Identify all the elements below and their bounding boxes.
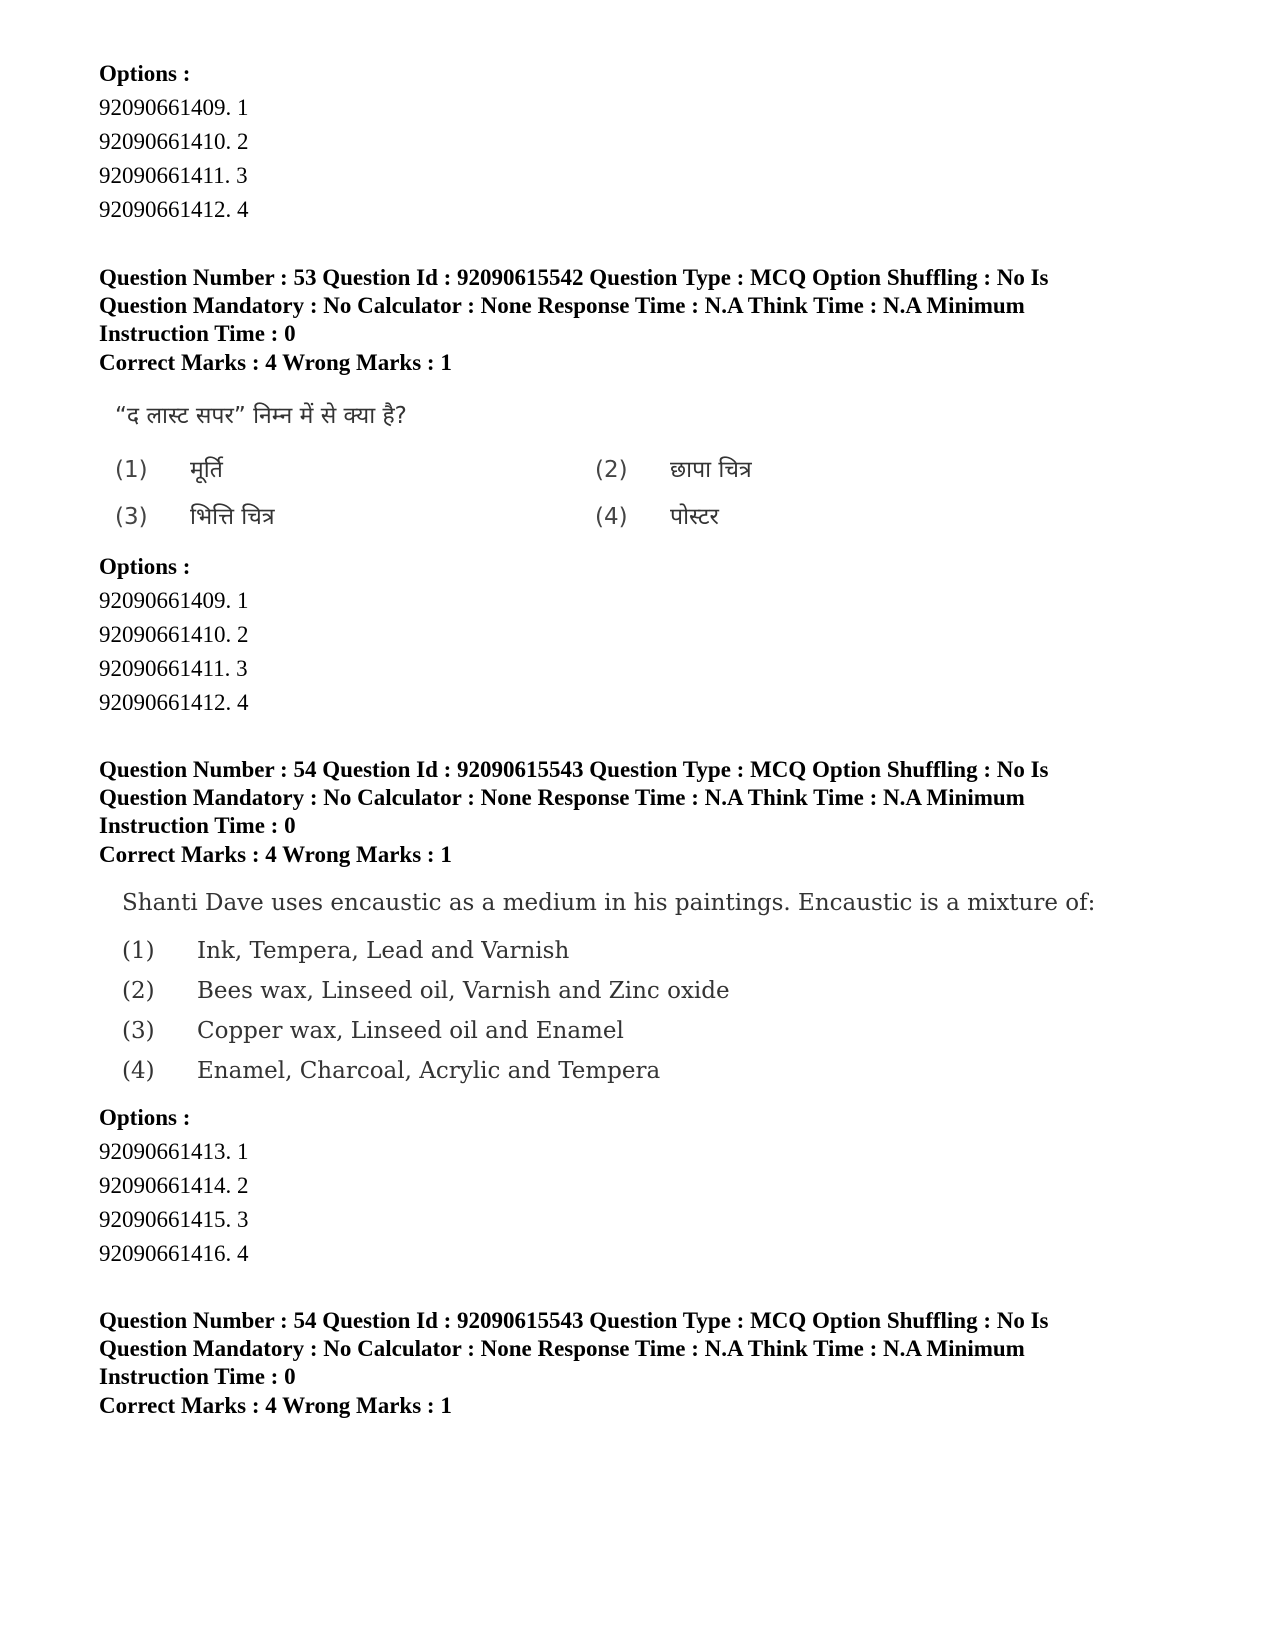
choice-number: (3) [115, 504, 148, 530]
choice-number: (2) [122, 978, 155, 1004]
question-53-choices [115, 452, 815, 546]
choice-row [115, 452, 815, 499]
choice-item [122, 938, 730, 978]
question-meta-line: Question Number : 54 Question Id : 92090615543 Question Type : MCQ Option Shuffling : No Is [99, 757, 1049, 782]
option-line: 92090661410. 2 [99, 129, 249, 154]
choice-number: (1) [122, 938, 155, 964]
option-line: 92090661413. 1 [99, 1139, 249, 1164]
option-line: 92090661411. 3 [99, 656, 248, 681]
question-meta-line: Question Mandatory : No Calculator : None Response Time : N.A Think Time : N.A Minimum [99, 785, 1025, 810]
option-line: 92090661412. 4 [99, 690, 249, 715]
question-meta-line: Question Number : 54 Question Id : 92090615543 Question Type : MCQ Option Shuffling : No Is [99, 1308, 1049, 1333]
options-heading: Options : [99, 61, 191, 86]
choice-item [595, 452, 752, 484]
question-meta-line: Question Number : 53 Question Id : 92090615542 Question Type : MCQ Option Shuffling : No Is [99, 265, 1049, 290]
choice-number: (2) [595, 457, 628, 483]
choice-text: पोस्टर [670, 504, 719, 530]
choice-number: (4) [595, 504, 628, 530]
question-54-options [99, 1101, 249, 1271]
question-meta-line: Question Mandatory : No Calculator : None Response Time : N.A Think Time : N.A Minimum [99, 293, 1025, 318]
question-53-options [99, 550, 249, 720]
question-54-header [99, 756, 1189, 840]
option-line: 92090661412. 4 [99, 197, 249, 222]
choice-text: Copper wax, Linseed oil and Enamel [197, 1018, 624, 1044]
question-meta-line: Instruction Time : 0 [99, 321, 296, 346]
question-54-repeat-header [99, 1307, 1189, 1391]
options-block-top [99, 57, 249, 227]
choice-number: (1) [115, 457, 148, 483]
option-line: 92090661414. 2 [99, 1173, 249, 1198]
choice-item [122, 1058, 730, 1098]
choice-item [122, 978, 730, 1018]
choice-number: (4) [122, 1058, 155, 1084]
choice-text: छापा चित्र [670, 457, 752, 483]
choice-number: (3) [122, 1018, 155, 1044]
question-53-header [99, 264, 1189, 348]
question-54-marks: Correct Marks : 4 Wrong Marks : 1 [99, 842, 452, 867]
options-heading: Options : [99, 1105, 191, 1130]
question-54-choices [122, 938, 730, 1098]
option-line: 92090661416. 4 [99, 1241, 249, 1266]
choice-text: Enamel, Charcoal, Acrylic and Tempera [197, 1058, 661, 1084]
options-heading: Options : [99, 554, 191, 579]
question-53-text: “द लास्ट सपर” निम्न में से क्या है? [115, 403, 407, 429]
choice-item [115, 499, 275, 531]
question-meta-line: Instruction Time : 0 [99, 813, 296, 838]
question-53-marks: Correct Marks : 4 Wrong Marks : 1 [99, 350, 452, 375]
option-line: 92090661411. 3 [99, 163, 248, 188]
question-54-repeat-marks: Correct Marks : 4 Wrong Marks : 1 [99, 1393, 452, 1418]
option-line: 92090661409. 1 [99, 588, 249, 613]
choice-text: भित्ति चित्र [190, 504, 275, 530]
question-meta-line: Question Mandatory : No Calculator : None Response Time : N.A Think Time : N.A Minimum [99, 1336, 1025, 1361]
option-line: 92090661410. 2 [99, 622, 249, 647]
option-line: 92090661415. 3 [99, 1207, 249, 1232]
choice-text: Bees wax, Linseed oil, Varnish and Zinc oxide [197, 978, 730, 1004]
choice-text: Ink, Tempera, Lead and Varnish [197, 938, 570, 964]
choice-row [115, 499, 815, 546]
choice-text: मूर्ति [190, 457, 223, 483]
choice-item [115, 452, 223, 484]
question-54-text: Shanti Dave uses encaustic as a medium in his paintings. Encaustic is a mixture of: [122, 890, 1096, 916]
choice-item [595, 499, 719, 531]
choice-item [122, 1018, 730, 1058]
question-meta-line: Instruction Time : 0 [99, 1364, 296, 1389]
option-line: 92090661409. 1 [99, 95, 249, 120]
